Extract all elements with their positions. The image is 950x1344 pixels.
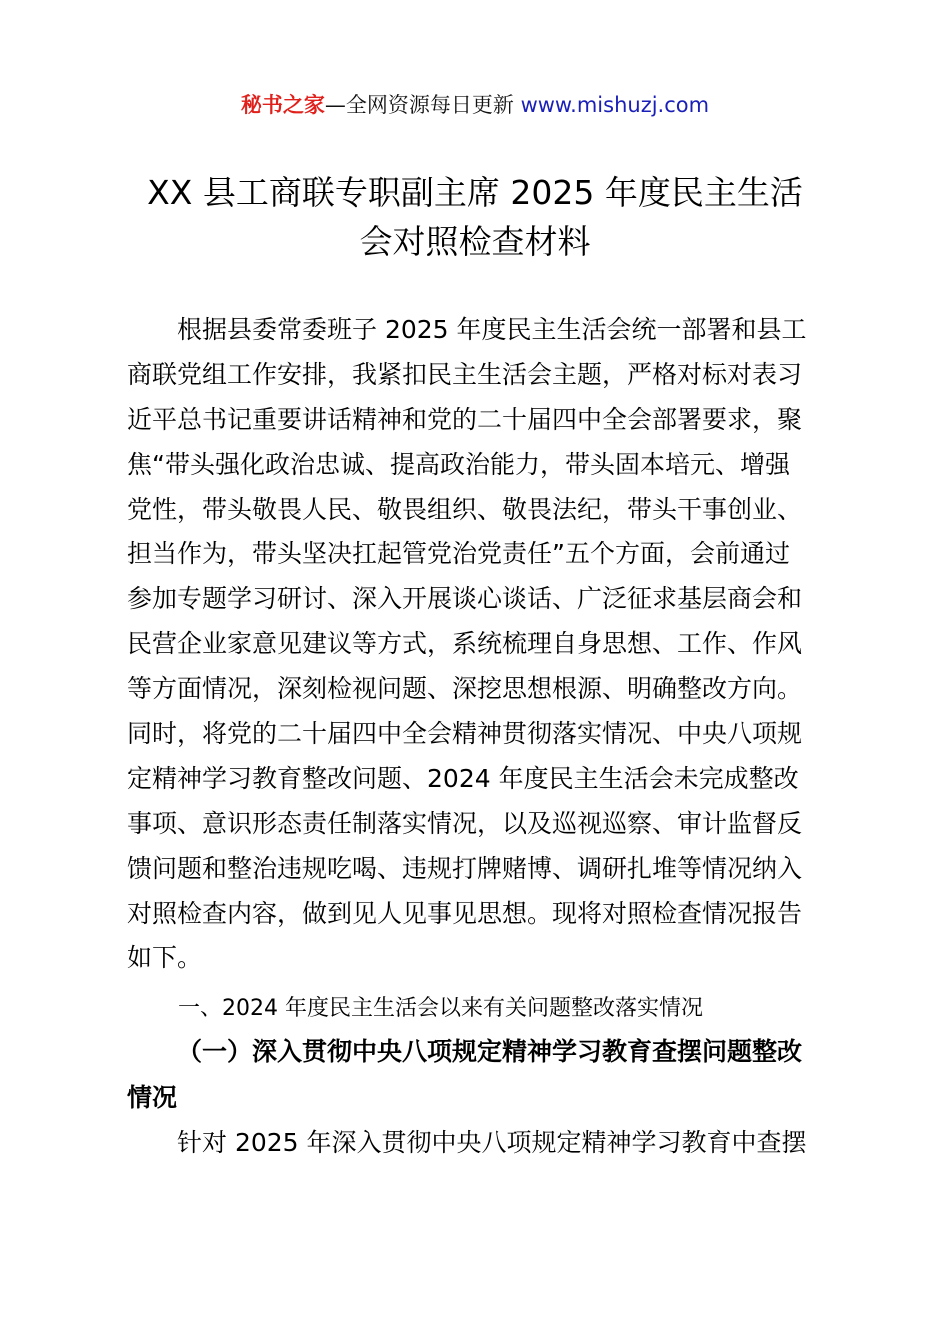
intro-line: 担当作为，带头坚决扛起管党治党责任”五个方面，会前通过 bbox=[127, 539, 790, 569]
document-body bbox=[127, 308, 833, 1166]
subsection-heading-line-2: 情况 bbox=[127, 1083, 178, 1113]
intro-line: 如下。 bbox=[127, 943, 203, 973]
intro-line: 等方面情况，深刻检视问题、深挖思想根源、明确整改方向。 bbox=[127, 674, 803, 704]
intro-line: 近平总书记重要讲话精神和党的二十届四中全会部署要求，聚 bbox=[127, 404, 803, 434]
intro-line: 民营企业家意见建议等方式，系统梳理自身思想、工作、作风 bbox=[127, 629, 803, 659]
brand-name: 秘书之家 bbox=[240, 93, 325, 117]
intro-line: 同时，将党的二十届四中全会精神贯彻落实情况、中央八项规 bbox=[127, 719, 803, 749]
intro-line: 参加专题学习研讨、深入开展谈心谈话、广泛征求基层商会和 bbox=[127, 584, 803, 614]
title-line-1: XX 县工商联专职副主席 2025 年度民主生活 bbox=[147, 173, 803, 212]
closing-line: 针对 2025 年深入贯彻中央八项规定精神学习教育中查摆 bbox=[177, 1128, 807, 1158]
intro-line: 馈问题和整治违规吃喝、违规打牌赌博、调研扎堆等情况纳入 bbox=[127, 853, 803, 883]
intro-line: 对照检查内容，做到见人见事见思想。现将对照检查情况报告 bbox=[127, 898, 803, 928]
intro-line: 事项、意识形态责任制落实情况，以及巡视巡察、审计监督反 bbox=[127, 808, 803, 838]
intro-line: 定精神学习教育整改问题、2024 年度民主生活会未完成整改 bbox=[127, 763, 799, 793]
document-title bbox=[100, 168, 850, 266]
title-line-2: 会对照检查材料 bbox=[359, 222, 591, 261]
intro-line: 焦“带头强化政治忠诚、提高政治能力，带头固本培元、增强 bbox=[127, 449, 790, 479]
intro-line: 党性，带头敬畏人民、敬畏组织、敬畏法纪，带头干事创业、 bbox=[127, 494, 803, 524]
site-header bbox=[0, 88, 950, 122]
header-tagline: —全网资源每日更新 bbox=[324, 93, 521, 117]
section-heading: 一、2024 年度民主生活会以来有关问题整改落实情况 bbox=[178, 996, 703, 1022]
subsection-heading-line-1: （一）深入贯彻中央八项规定精神学习教育查摆问题整改 bbox=[177, 1037, 803, 1067]
section-spacer bbox=[127, 981, 833, 989]
intro-line: 根据县委常委班子 2025 年度民主生活会统一部署和县工 bbox=[177, 315, 807, 344]
intro-line: 商联党组工作安排，我紧扣民主生活会主题，严格对标对表习 bbox=[127, 359, 803, 389]
site-url-link[interactable]: www.mishuzj.com bbox=[520, 93, 710, 117]
